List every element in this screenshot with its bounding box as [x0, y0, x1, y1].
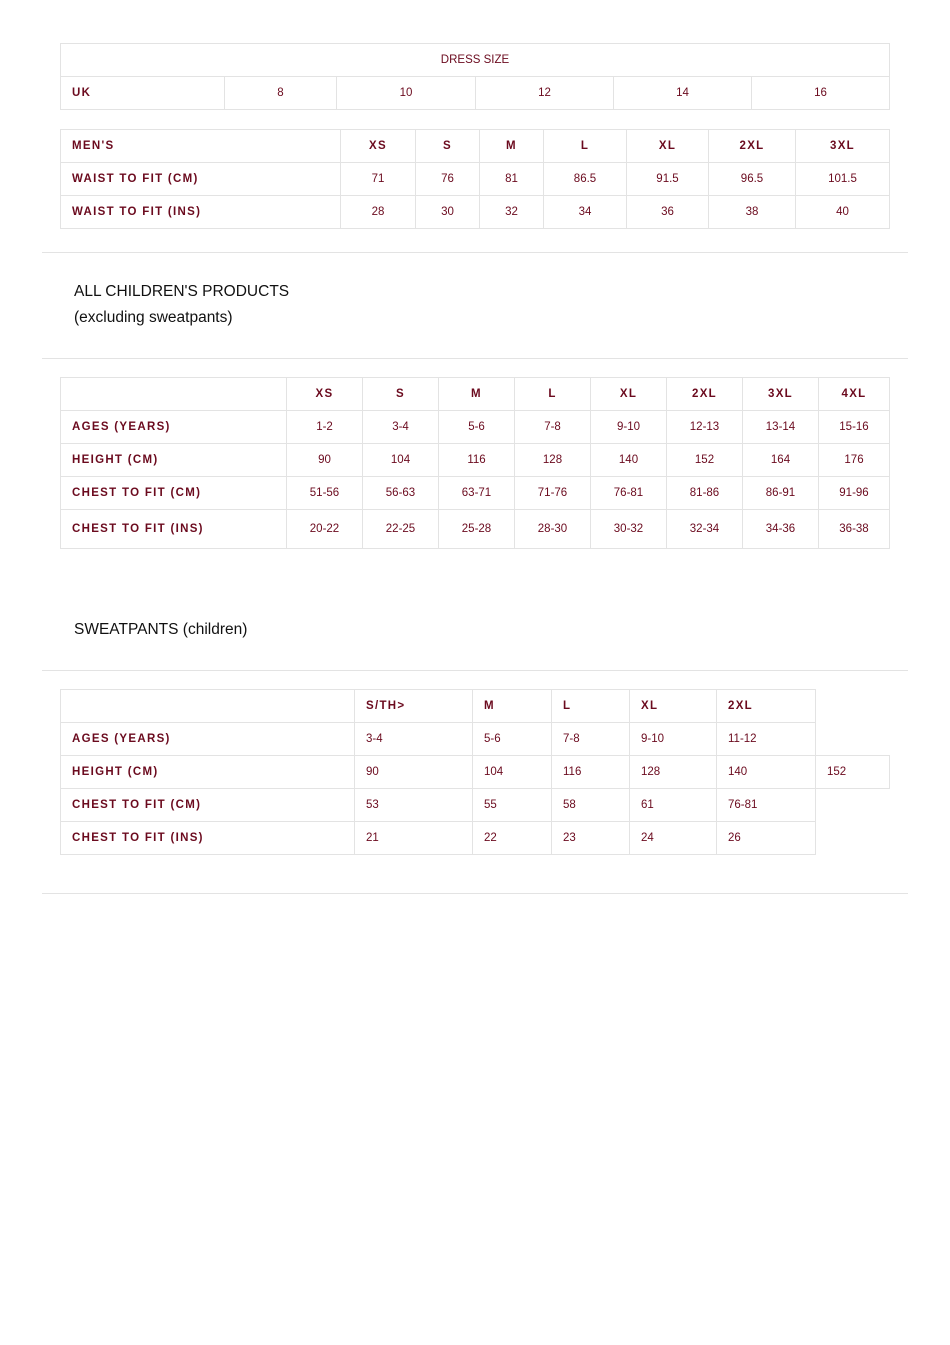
table-cell: 101.5 [796, 163, 890, 196]
table-cell: 104 [473, 756, 552, 789]
table-cell: 51-56 [287, 477, 363, 510]
row-label: CHEST TO FIT (CM) [61, 477, 287, 510]
row-label: WAIST TO FIT (CM) [61, 163, 341, 196]
section-divider [42, 670, 908, 671]
dress-size-title-row [61, 44, 890, 77]
mens-size-header: 3XL [796, 130, 890, 163]
table-cell: 152 [816, 756, 890, 789]
table-cell: 13-14 [743, 411, 819, 444]
table-cell: 3-4 [355, 723, 473, 756]
table-cell: 25-28 [439, 510, 515, 549]
section-divider [42, 893, 908, 894]
dress-size-title: DRESS SIZE [61, 44, 890, 77]
table-cell: 30-32 [591, 510, 667, 549]
table-cell: 20-22 [287, 510, 363, 549]
row-label: HEIGHT (CM) [61, 756, 355, 789]
sweatpants-size-table [60, 689, 890, 855]
table-cell: 61 [630, 789, 717, 822]
table-cell: 7-8 [552, 723, 630, 756]
children-section-heading [74, 279, 289, 331]
table-cell: 40 [796, 196, 890, 229]
sweatpants-size-header: XL [630, 690, 717, 723]
table-cell: 76-81 [591, 477, 667, 510]
uk-size-cell: 12 [476, 77, 614, 110]
table-cell: 76 [416, 163, 480, 196]
sweatpants-size-header: 2XL [717, 690, 816, 723]
table-cell: 30 [416, 196, 480, 229]
table-cell: 7-8 [515, 411, 591, 444]
uk-size-cell: 8 [225, 77, 337, 110]
children-size-header: XS [287, 378, 363, 411]
table-cell: 22-25 [363, 510, 439, 549]
table-cell: 1-2 [287, 411, 363, 444]
table-cell: 76-81 [717, 789, 816, 822]
table-cell: 81 [480, 163, 544, 196]
uk-size-cell: 10 [337, 77, 476, 110]
table-cell: 26 [717, 822, 816, 855]
row-label: CHEST TO FIT (INS) [61, 510, 287, 549]
table-cell: 9-10 [591, 411, 667, 444]
sweatpants-section-title: SWEATPANTS (children) [74, 621, 248, 638]
mens-header-label: MEN'S [61, 130, 341, 163]
table-row [61, 477, 890, 510]
dress-size-uk-row [61, 77, 890, 110]
table-cell: 32 [480, 196, 544, 229]
children-size-table [60, 377, 890, 549]
table-cell: 140 [717, 756, 816, 789]
uk-size-cell: 14 [614, 77, 752, 110]
children-size-header: 2XL [667, 378, 743, 411]
mens-size-header: L [544, 130, 627, 163]
table-cell: 5-6 [473, 723, 552, 756]
mens-size-header: S [416, 130, 480, 163]
empty-cell [816, 822, 890, 855]
row-label: HEIGHT (CM) [61, 444, 287, 477]
empty-cell [816, 789, 890, 822]
table-row [61, 444, 890, 477]
table-cell: 91-96 [819, 477, 890, 510]
table-cell: 58 [552, 789, 630, 822]
table-row [61, 163, 890, 196]
table-cell: 5-6 [439, 411, 515, 444]
mens-header-row [61, 130, 890, 163]
table-cell: 32-34 [667, 510, 743, 549]
sweatpants-size-header: L [552, 690, 630, 723]
table-cell: 86.5 [544, 163, 627, 196]
table-row [61, 411, 890, 444]
table-cell: 21 [355, 822, 473, 855]
table-cell: 116 [552, 756, 630, 789]
table-cell: 11-12 [717, 723, 816, 756]
children-size-header: 4XL [819, 378, 890, 411]
row-label: CHEST TO FIT (INS) [61, 822, 355, 855]
row-label: WAIST TO FIT (INS) [61, 196, 341, 229]
table-cell: 176 [819, 444, 890, 477]
empty-header-cell [61, 690, 355, 723]
sweatpants-header-row [61, 690, 890, 723]
table-row [61, 756, 890, 789]
mens-size-table [60, 129, 890, 229]
children-size-header: 3XL [743, 378, 819, 411]
table-cell: 3-4 [363, 411, 439, 444]
table-cell: 12-13 [667, 411, 743, 444]
section-divider [42, 252, 908, 253]
table-row [61, 822, 890, 855]
table-row [61, 510, 890, 549]
mens-size-header: M [480, 130, 544, 163]
table-cell: 15-16 [819, 411, 890, 444]
children-header-row [61, 378, 890, 411]
table-cell: 91.5 [627, 163, 709, 196]
children-section-subtitle: (excluding sweatpants) [74, 309, 233, 326]
table-cell: 90 [287, 444, 363, 477]
table-cell: 96.5 [709, 163, 796, 196]
table-row [61, 196, 890, 229]
children-size-header: S [363, 378, 439, 411]
table-cell: 36 [627, 196, 709, 229]
uk-label: UK [61, 77, 225, 110]
children-size-header: L [515, 378, 591, 411]
table-cell: 63-71 [439, 477, 515, 510]
table-cell: 81-86 [667, 477, 743, 510]
table-row [61, 723, 890, 756]
table-cell: 71 [341, 163, 416, 196]
table-cell: 28-30 [515, 510, 591, 549]
table-cell: 28 [341, 196, 416, 229]
table-cell: 38 [709, 196, 796, 229]
mens-size-header: XS [341, 130, 416, 163]
section-divider [42, 358, 908, 359]
empty-header-cell [61, 378, 287, 411]
table-cell: 23 [552, 822, 630, 855]
uk-size-cell: 16 [752, 77, 890, 110]
row-label: AGES (YEARS) [61, 411, 287, 444]
table-cell: 53 [355, 789, 473, 822]
table-cell: 34 [544, 196, 627, 229]
table-row [61, 789, 890, 822]
mens-size-header: 2XL [709, 130, 796, 163]
table-cell: 36-38 [819, 510, 890, 549]
table-cell: 104 [363, 444, 439, 477]
table-cell: 152 [667, 444, 743, 477]
table-cell: 90 [355, 756, 473, 789]
table-cell: 128 [515, 444, 591, 477]
table-cell: 164 [743, 444, 819, 477]
table-cell: 116 [439, 444, 515, 477]
children-section-title: ALL CHILDREN'S PRODUCTS [74, 283, 290, 300]
sweatpants-size-header: S/TH> [355, 690, 473, 723]
table-cell: 55 [473, 789, 552, 822]
row-label: AGES (YEARS) [61, 723, 355, 756]
children-size-header: XL [591, 378, 667, 411]
dress-size-table [60, 43, 890, 110]
row-label: CHEST TO FIT (CM) [61, 789, 355, 822]
table-cell: 71-76 [515, 477, 591, 510]
table-cell: 128 [630, 756, 717, 789]
empty-cell [816, 690, 890, 723]
table-cell: 22 [473, 822, 552, 855]
mens-size-header: XL [627, 130, 709, 163]
table-cell: 24 [630, 822, 717, 855]
table-cell: 34-36 [743, 510, 819, 549]
table-cell: 56-63 [363, 477, 439, 510]
empty-cell [816, 723, 890, 756]
sweatpants-size-header: M [473, 690, 552, 723]
table-cell: 9-10 [630, 723, 717, 756]
table-cell: 140 [591, 444, 667, 477]
children-size-header: M [439, 378, 515, 411]
table-cell: 86-91 [743, 477, 819, 510]
